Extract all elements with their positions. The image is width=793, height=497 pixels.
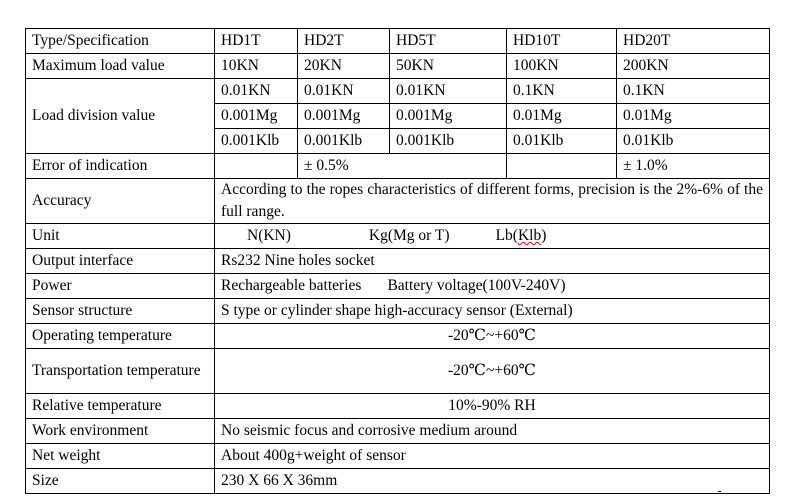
unit-label: Unit <box>26 224 215 249</box>
table-row-division-kn <box>26 79 770 104</box>
relative-temp-value: 10%-90% RH <box>215 394 770 419</box>
specification-table <box>25 28 770 494</box>
table-row-header <box>26 29 770 54</box>
power-battery: Rechargeable batteries <box>221 277 362 294</box>
power-value <box>215 274 770 299</box>
power-voltage: Battery voltage(100V-240V) <box>387 277 566 294</box>
output-interface-label: Output interface <box>26 249 215 274</box>
max-load-hd5t: 50KN <box>390 54 507 79</box>
error-high-value: ± 1.0% <box>617 154 770 179</box>
division-klb-hd1t: 0.001Klb <box>215 129 298 154</box>
unit-value <box>215 224 770 249</box>
table-row-error <box>26 154 770 179</box>
division-kn-hd20t: 0.1KN <box>617 79 770 104</box>
division-kn-hd1t: 0.01KN <box>215 79 298 104</box>
divider-mark <box>718 491 721 492</box>
max-load-hd10t: 100KN <box>507 54 617 79</box>
sensor-value: S type or cylinder shape high-accuracy sensor (External) <box>215 299 770 324</box>
table-row-output-interface <box>26 249 770 274</box>
division-klb-hd5t: 0.001Klb <box>390 129 507 154</box>
max-load-hd1t: 10KN <box>215 54 298 79</box>
model-hd1t: HD1T <box>215 29 298 54</box>
error-empty-hd10t <box>507 154 617 179</box>
division-mg-hd2t: 0.001Mg <box>298 104 390 129</box>
table-row-power <box>26 274 770 299</box>
unit-lb-suffix: ) <box>541 227 547 244</box>
table-row-max-load <box>26 54 770 79</box>
size-label: Size <box>26 469 215 494</box>
accuracy-value: According to the ropes characteristics of different forms, precision is the 2%-6% of the full range. <box>215 179 770 224</box>
net-weight-label: Net weight <box>26 444 215 469</box>
division-mg-hd20t: 0.01Mg <box>617 104 770 129</box>
model-hd10t: HD10T <box>507 29 617 54</box>
net-weight-value: About 400g+weight of sensor <box>215 444 770 469</box>
transport-temp-value: -20℃~+60℃ <box>215 349 770 394</box>
transport-temp-label: Transportation temperature <box>26 349 215 394</box>
operating-temp-value: -20℃~+60℃ <box>215 324 770 349</box>
unit-kg: Kg(Mg or T) <box>368 227 450 244</box>
work-env-label: Work environment <box>26 419 215 444</box>
table-row-accuracy <box>26 179 770 224</box>
table-row-sensor <box>26 299 770 324</box>
table-row-work-env <box>26 419 770 444</box>
sensor-label: Sensor structure <box>26 299 215 324</box>
table-row-unit <box>26 224 770 249</box>
max-load-label: Maximum load value <box>26 54 215 79</box>
header-label: Type/Specification <box>26 29 215 54</box>
output-interface-value: Rs232 Nine holes socket <box>215 249 770 274</box>
accuracy-label: Accuracy <box>26 179 215 224</box>
load-division-label: Load division value <box>26 79 215 154</box>
size-value: 230 X 66 X 36mm <box>215 469 770 494</box>
power-label: Power <box>26 274 215 299</box>
division-klb-hd10t: 0.01Klb <box>507 129 617 154</box>
model-hd5t: HD5T <box>390 29 507 54</box>
division-mg-hd5t: 0.001Mg <box>390 104 507 129</box>
division-mg-hd1t: 0.001Mg <box>215 104 298 129</box>
unit-kn: N(KN) <box>247 227 291 244</box>
division-kn-hd10t: 0.1KN <box>507 79 617 104</box>
table-row-size <box>26 469 770 494</box>
table-row-relative-temp <box>26 394 770 419</box>
model-hd20t: HD20T <box>617 29 770 54</box>
model-hd2t: HD2T <box>298 29 390 54</box>
division-mg-hd10t: 0.01Mg <box>507 104 617 129</box>
relative-temp-label: Relative temperature <box>26 394 215 419</box>
table-row-operating-temp <box>26 324 770 349</box>
max-load-hd20t: 200KN <box>617 54 770 79</box>
operating-temp-label: Operating temperature <box>26 324 215 349</box>
error-label: Error of indication <box>26 154 215 179</box>
unit-lb-klb: Klb <box>517 227 542 244</box>
work-env-value: No seismic focus and corrosive medium around <box>215 419 770 444</box>
division-klb-hd20t: 0.01Klb <box>617 129 770 154</box>
table-row-net-weight <box>26 444 770 469</box>
max-load-hd2t: 20KN <box>298 54 390 79</box>
unit-lb-prefix: Lb( <box>495 227 518 244</box>
unit-lb <box>496 225 547 247</box>
division-kn-hd2t: 0.01KN <box>298 79 390 104</box>
error-empty-hd1t <box>215 154 298 179</box>
table-row-transport-temp <box>26 349 770 394</box>
error-low-value: ± 0.5% <box>298 154 507 179</box>
division-kn-hd5t: 0.01KN <box>390 79 507 104</box>
division-klb-hd2t: 0.001Klb <box>298 129 390 154</box>
